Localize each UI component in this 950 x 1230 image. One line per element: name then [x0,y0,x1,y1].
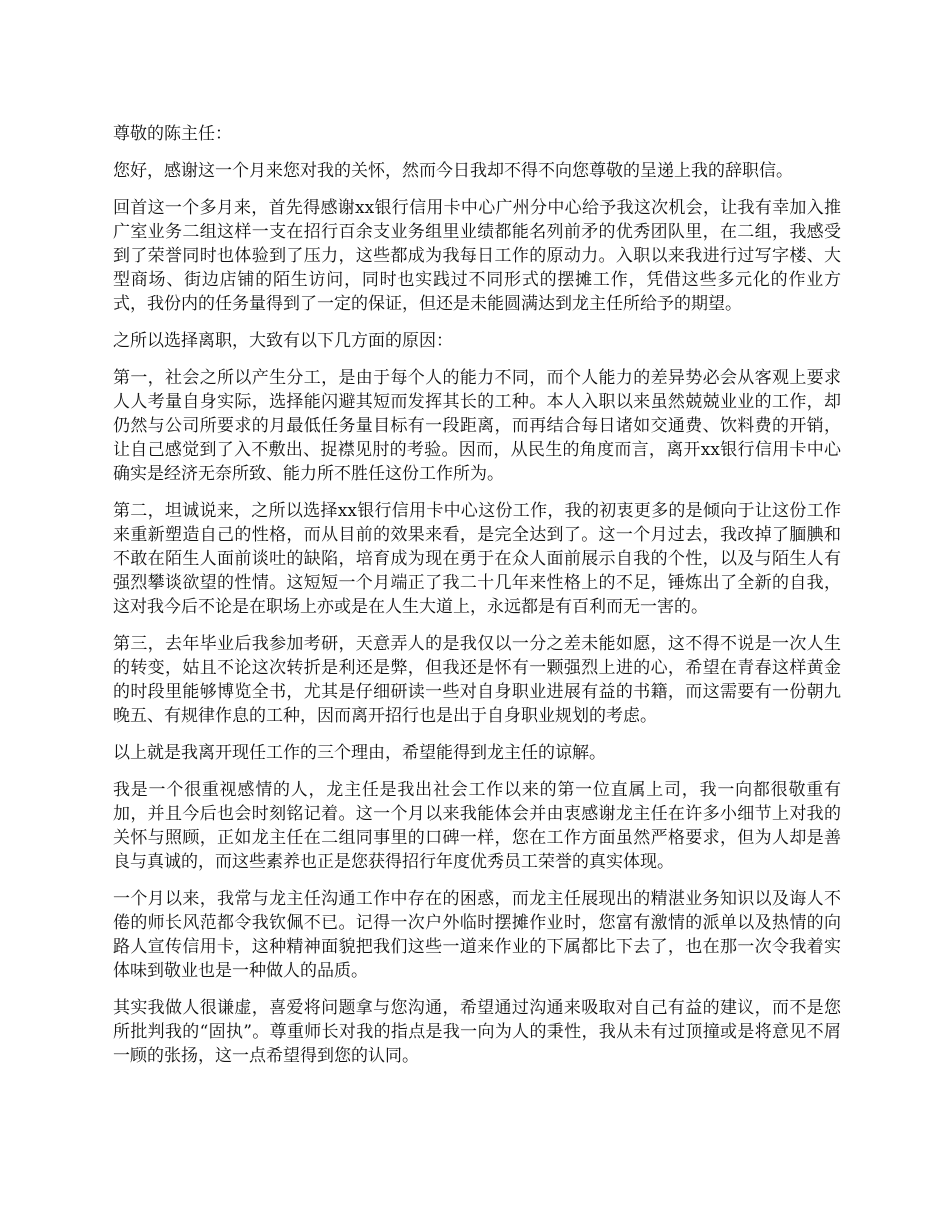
paragraph-greeting: 您好，感谢这一个月来您对我的关怀，然而今日我却不得不向您尊敬的呈递上我的辞职信。 [113,161,793,181]
paragraph-appreciation: 我是一个很重视感情的人，龙主任是我出社会工作以来的第一位直属上司，我一向都很敬重有加，并且今后也会时刻铭记着。这一个月以来我能体会并由衷感谢龙主任在许多小细节上对我的关怀与照顾，正如龙主任在二组同事里的口碑一样，您在工作方面虽然严格要求，但为人却是善良与真诚的，而这些素养也正是您获得招行年度优秀员工荣誉的真实体现。 [113,780,841,872]
letter-body [113,122,841,1081]
paragraph-reason-2: 第二，坦诚说来，之所以选择xx银行信用卡中心这份工作，我的初衷更多的是倾向于让这份工作来重新塑造自己的性格，而从目前的效果来看，是完全达到了。这一个月过去，我改掉了腼腆和不敢在陌生人面前谈吐的缺陷，培育成为现在勇于在众人面前展示自我的个性，以及与陌生人有强烈攀谈欲望的性情。这短短一个月端正了我二十几年来性格上的不足，锤炼出了全新的自我，这对我今后不论是在职场上亦或是在人生大道上，永远都是有百利而无一害的。 [113,501,841,617]
paragraph-modesty: 其实我做人很谦虚，喜爱将问题拿与您沟通，希望通过沟通来吸取对自己有益的建议，而不是您所批判我的“固执”。尊重师长对我的指点是我一向为人的秉性，我从未有过顶撞或是将意见不屑一顾的张扬，这一点希望得到您的认同。 [113,998,841,1066]
paragraph-reason-1: 第一，社会之所以产生分工，是由于每个人的能力不同，而个人能力的差异势必会从客观上要求人人考量自身实际，选择能闪避其短而发挥其长的工种。本人入职以来虽然兢兢业业的工作，却仍然与公司所要求的月最低任务量目标有一段距离，而再结合每日诸如交通费、饮料费的开销，让自己感觉到了入不敷出、捉襟见肘的考验。因而，从民生的角度而言，离开xx银行信用卡中心确实是经济无奈所致、能力所不胜任这份工作所为。 [113,368,841,484]
salutation: 尊敬的陈主任： [113,124,232,144]
paragraph-reason-3: 第三，去年毕业后我参加考研，天意弄人的是我仅以一分之差未能如愿，这不得不说是一次人生的转变，姑且不论这次转折是利还是弊，但我还是怀有一颗强烈上进的心，希望在青春这样黄金的时段里能够博览全书，尤其是仔细研读一些对自身职业进展有益的书籍，而这需要有一份朝九晚五、有规律作息的工种，因而离开招行也是出于自身职业规划的考虑。 [113,634,841,726]
paragraph-reasons-summary: 以上就是我离开现任工作的三个理由，希望能得到龙主任的谅解。 [113,743,606,763]
paragraph-communication: 一个月以来，我常与龙主任沟通工作中存在的困惑，而龙主任展现出的精湛业务知识以及诲人不倦的师长风范都令我钦佩不已。记得一次户外临时摆摊作业时，您富有激情的派单以及热情的向路人宣传信用卡，这种精神面貌把我们这些一道来作业的下属都比下去了，也在那一次令我着实体味到敬业也是一种做人的品质。 [113,889,841,981]
paragraph-review: 回首这一个多月来，首先得感谢xx银行信用卡中心广州分中心给予我这次机会，让我有幸加入推广室业务二组这样一支在招行百余支业务组里业绩都能名列前矛的优秀团队里，在二组，我感受到了荣誉同时也体验到了压力，这些都成为我每日工作的原动力。入职以来我进行过写字楼、大型商场、街边店铺的陌生访问，同时也实践过不同形式的摆摊工作，凭借这些多元化的作业方式，我份内的任务量得到了一定的保证，但还是未能圆满达到龙主任所给予的期望。 [113,198,841,314]
paragraph-reasons-intro: 之所以选择离职，大致有以下几方面的原因： [113,331,453,351]
